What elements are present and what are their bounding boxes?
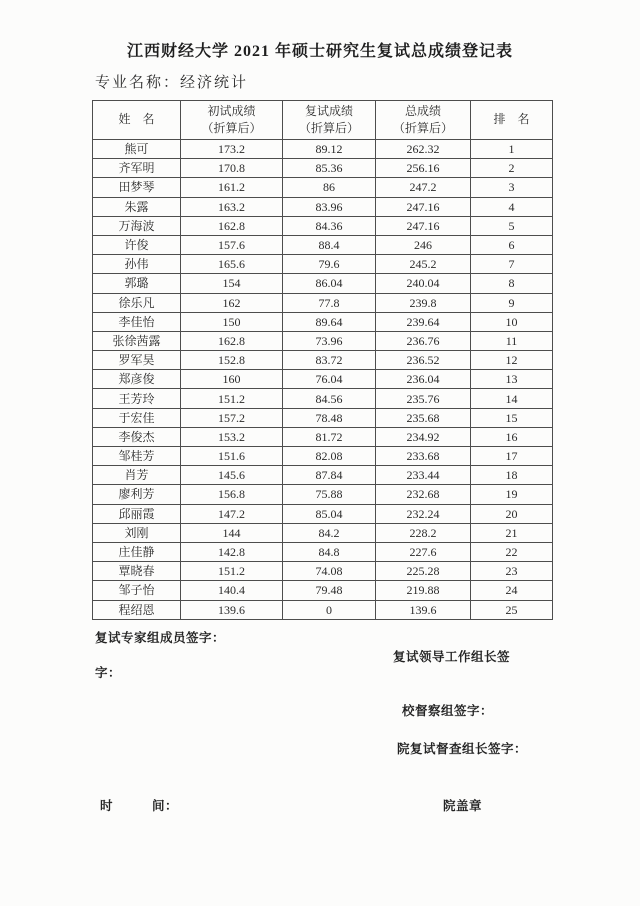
col-header-retest-line1: 复试成绩 [304,103,353,118]
table-cell: 84.36 [283,216,376,235]
table-cell: 86.04 [283,274,376,293]
col-header-retest-line2: （折算后） [298,121,359,135]
score-table-body [93,140,553,620]
table-cell: 236.04 [376,370,471,389]
table-cell: 162.8 [181,216,283,235]
table-row [93,274,553,293]
table-cell: 152.8 [181,351,283,370]
col-header-total-line1: 总成绩 [404,103,441,118]
table-cell: 160 [181,370,283,389]
table-cell: 6 [471,235,553,254]
table-cell: 262.32 [376,140,471,159]
table-cell: 140.4 [181,581,283,600]
table-cell: 74.08 [283,562,376,581]
major-value: 经济统计 [180,75,249,91]
table-cell: 邹子怡 [93,581,181,600]
table-cell: 162 [181,293,283,312]
signature-school-inspection-label: 校督察组签字： [402,704,494,718]
table-cell: 5 [471,216,553,235]
table-row [93,255,553,274]
table-cell: 76.04 [283,370,376,389]
table-row [93,178,553,197]
table-cell: 246 [376,235,471,254]
table-cell: 16 [471,427,553,446]
table-cell: 刘刚 [93,523,181,542]
time-label: 时 间： [100,799,179,813]
table-cell: 李俊杰 [93,427,181,446]
col-header-total-score [376,101,471,140]
table-cell: 于宏佳 [93,408,181,427]
table-cell: 18 [471,466,553,485]
table-cell: 81.72 [283,427,376,446]
score-table [92,100,553,620]
table-row [93,140,553,159]
table-cell: 219.88 [376,581,471,600]
col-header-initial-score [181,101,283,140]
table-row [93,581,553,600]
table-cell: 王芳玲 [93,389,181,408]
table-cell: 153.2 [181,427,283,446]
table-cell: 247.2 [376,178,471,197]
table-cell: 83.96 [283,197,376,216]
col-header-initial-line2: （折算后） [201,121,262,135]
col-header-name [93,101,181,140]
table-cell: 235.76 [376,389,471,408]
table-cell: 廖利芳 [93,485,181,504]
table-cell: 19 [471,485,553,504]
col-header-total-line2: （折算后） [392,121,453,135]
table-cell: 233.44 [376,466,471,485]
col-header-initial-line1: 初试成绩 [207,103,256,118]
table-cell: 139.6 [181,600,283,619]
table-cell: 235.68 [376,408,471,427]
table-cell: 232.24 [376,504,471,523]
table-cell: 86 [283,178,376,197]
table-cell: 0 [283,600,376,619]
table-cell: 23 [471,562,553,581]
table-cell: 156.8 [181,485,283,504]
table-cell: 89.64 [283,312,376,331]
table-row [93,389,553,408]
table-cell: 88.4 [283,235,376,254]
table-cell: 84.56 [283,389,376,408]
table-cell: 75.88 [283,485,376,504]
table-row [93,370,553,389]
table-row [93,351,553,370]
table-cell: 许俊 [93,235,181,254]
college-stamp-label: 院盖章 [443,799,483,813]
table-cell: 145.6 [181,466,283,485]
signature-college-review-label: 院复试督查组长签字： [397,742,528,756]
table-row [93,427,553,446]
table-cell: 151.6 [181,447,283,466]
table-row [93,447,553,466]
col-header-rank-line1: 排 名 [493,112,530,127]
table-cell: 256.16 [376,159,471,178]
table-cell: 14 [471,389,553,408]
table-cell: 8 [471,274,553,293]
table-cell: 20 [471,504,553,523]
signature-leader-group-label-line1: 复试领导工作组长签 [393,650,511,664]
table-row [93,523,553,542]
table-cell: 228.2 [376,523,471,542]
signature-leader-group-label-line2: 字： [95,666,122,680]
table-cell: 144 [181,523,283,542]
table-cell: 庄佳静 [93,542,181,561]
table-cell: 245.2 [376,255,471,274]
table-cell: 154 [181,274,283,293]
table-cell: 万海波 [93,216,181,235]
table-cell: 234.92 [376,427,471,446]
table-cell: 13 [471,370,553,389]
table-cell: 12 [471,351,553,370]
col-header-retest-score [283,101,376,140]
table-row [93,293,553,312]
table-row [93,159,553,178]
table-row [93,197,553,216]
table-cell: 165.6 [181,255,283,274]
table-cell: 142.8 [181,542,283,561]
table-cell: 11 [471,331,553,350]
table-cell: 233.68 [376,447,471,466]
table-cell: 朱露 [93,197,181,216]
table-cell: 161.2 [181,178,283,197]
table-cell: 157.2 [181,408,283,427]
table-cell: 89.12 [283,140,376,159]
table-cell: 25 [471,600,553,619]
table-row [93,466,553,485]
major-line [95,71,248,92]
table-cell: 151.2 [181,562,283,581]
table-row [93,216,553,235]
table-cell: 87.84 [283,466,376,485]
table-cell: 83.72 [283,351,376,370]
table-cell: 139.6 [376,600,471,619]
table-cell: 239.64 [376,312,471,331]
table-row [93,235,553,254]
table-row [93,485,553,504]
table-row [93,600,553,619]
table-cell: 10 [471,312,553,331]
table-cell: 157.6 [181,235,283,254]
col-header-rank [471,101,553,140]
table-cell: 232.68 [376,485,471,504]
table-cell: 肖芳 [93,466,181,485]
table-cell: 17 [471,447,553,466]
table-cell: 85.36 [283,159,376,178]
table-cell: 236.76 [376,331,471,350]
table-cell: 15 [471,408,553,427]
signature-expert-group-label: 复试专家组成员签字： [95,631,226,645]
table-cell: 24 [471,581,553,600]
table-cell: 236.52 [376,351,471,370]
table-header-row [93,101,553,140]
table-cell: 2 [471,159,553,178]
col-header-name-line1: 姓 名 [118,112,155,127]
table-cell: 邱丽霞 [93,504,181,523]
table-cell: 147.2 [181,504,283,523]
table-cell: 熊可 [93,140,181,159]
table-cell: 覃晓春 [93,562,181,581]
table-cell: 郭璐 [93,274,181,293]
table-row [93,408,553,427]
table-cell: 163.2 [181,197,283,216]
table-cell: 239.8 [376,293,471,312]
table-cell: 罗军昊 [93,351,181,370]
table-row [93,312,553,331]
table-cell: 84.2 [283,523,376,542]
table-cell: 84.8 [283,542,376,561]
table-cell: 9 [471,293,553,312]
table-cell: 73.96 [283,331,376,350]
table-cell: 225.28 [376,562,471,581]
table-row [93,331,553,350]
table-row [93,562,553,581]
major-label: 专业名称： [95,75,181,91]
table-cell: 邹桂芳 [93,447,181,466]
table-row [93,542,553,561]
table-cell: 21 [471,523,553,542]
table-cell: 247.16 [376,197,471,216]
table-cell: 79.48 [283,581,376,600]
table-cell: 79.6 [283,255,376,274]
table-cell: 4 [471,197,553,216]
table-cell: 郑彦俊 [93,370,181,389]
table-cell: 227.6 [376,542,471,561]
table-cell: 程绍恩 [93,600,181,619]
document-title: 江西财经大学 2021 年硕士研究生复试总成绩登记表 [126,43,513,60]
table-cell: 78.48 [283,408,376,427]
table-cell: 齐军明 [93,159,181,178]
table-cell: 7 [471,255,553,274]
table-cell: 李佳怡 [93,312,181,331]
table-cell: 1 [471,140,553,159]
table-cell: 张徐茜露 [93,331,181,350]
table-cell: 240.04 [376,274,471,293]
table-cell: 247.16 [376,216,471,235]
table-cell: 22 [471,542,553,561]
table-cell: 徐乐凡 [93,293,181,312]
table-cell: 77.8 [283,293,376,312]
table-cell: 162.8 [181,331,283,350]
table-row [93,504,553,523]
table-cell: 85.04 [283,504,376,523]
table-cell: 3 [471,178,553,197]
table-cell: 151.2 [181,389,283,408]
table-cell: 田梦琴 [93,178,181,197]
table-cell: 孙伟 [93,255,181,274]
table-cell: 173.2 [181,140,283,159]
table-cell: 170.8 [181,159,283,178]
table-cell: 82.08 [283,447,376,466]
table-cell: 150 [181,312,283,331]
